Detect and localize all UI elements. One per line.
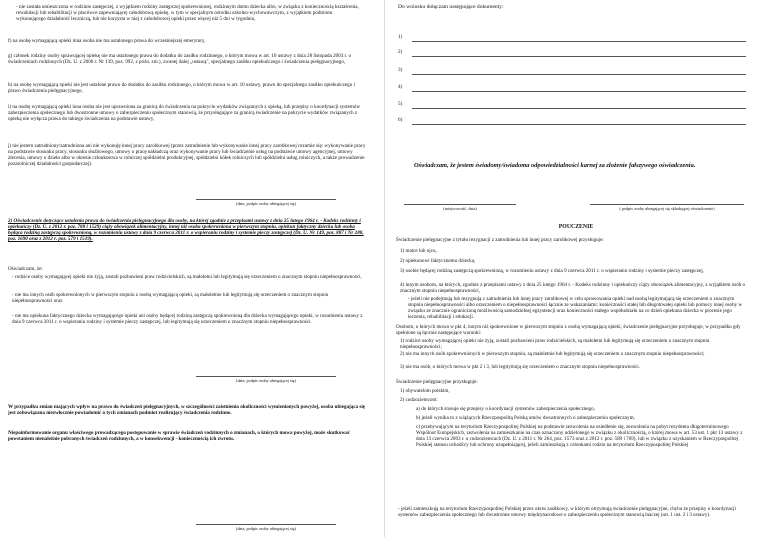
document-number-3: 3): [398, 67, 403, 73]
paragraph-g: g) członek rodziny osoby sprawującej opiekę nie ma ustalonego prawa do dodatku do zasiłku rodzinnego, o którym mowa w art. 10 ustawy z dnia 28 listopada 2003 r. o świadczeniach rodzinnych (Dz. U. z 2006 r. Nr 139, poz. 992, z późn. zm.), zwanej dalej „ustawą", specjalnego zasiłku opiekuńczego i świadczenia pielęgnacyjnego,: [8, 53, 352, 66]
documents-header: Do wniosku dołączam następujące dokumenty:: [398, 4, 504, 10]
paragraph-i: i) na osobę wymagającą opieki inna osoba nie jest uprawniona za granicą do świadczenia na pokrycie wydatków związanych z opieką, lub przepisy o koordynacji systemów zabezpieczenia społecznego lub dwustronne umowy o zabezpieczeniu społecznym stanowią, że przysługujące za granicą świadczenie na pokrycie wydatków związanych z opieką nie wyłącza prawa do takiego świadczenia na podstawie ustawy,: [8, 104, 361, 123]
pouczenie-sub-c: c) przebywającym na terytorium Rzeczypospolitej Polskiej na podstawie zezwolenia na osiedlenie się, zezwolenia na pobyt rezydenta długoterminowego Wspólnot Europejskich, zezwolenia na zamieszkanie na czas oznaczony udzielonego w związku z okolicznością, o której mowa w art. 53 ust. 1 pkt 13 ustawy z dnia 13 czerwca 2003 r. o cudzoziemcach (Dz. U. z 2011 r. Nr 264, poz. 1573 oraz z 2012 r. poz. 589 i 769), lub w związku z uzyskaniem w Rzeczypospolitej Polskiej statusu uchodźcy lub ochrony uzupełniającej, jeżeli zamieszkują z członkami rodzin na terytorium Rzeczypospolitej Polskiej: [416, 424, 743, 449]
pouczenie-condition-1: 1) rodzice osoby wymagającej opieki nie żyją, zostali pozbawieni praw rodzicielskich, są małoletni lub legitymują się orzeczeniem o znacznym stopniu niepełnosprawności;: [400, 338, 710, 351]
document-number-2: 2): [398, 49, 403, 55]
pouczenie-sub-b: b) jeżeli wynika to z wiążących Rzeczpospolitą Polską umów dwustronnych o zabezpieczeniu społecznym,: [416, 415, 635, 421]
section-2-title: 2) Oświadczenie dotyczące ustalenia prawa do świadczenia pielęgnacyjnego dla osoby, na której zgodnie z przepisami ustawy z dnia 25 lutego 1964 r. - Kodeks rodzinny i opiekuńczy (Dz. U. z 2012 r. poz. 788 i 1529) ciąży obowiązek alimentacyjny, innej niż osoba spokrewniona w pierwszym stopniu, opiekun faktyczny dziecka lub osoba będąca rodziną zastępczą spokrewnioną, w rozumieniu ustawy z dnia 9 czerwca 2011 r. o wspieraniu rodziny i systemie pieczy zastępczej (Dz. U. Nr 149, poz. 887 i Nr 288, poz. 1690 oraz z 2012 r. poz. 579 i 1519).: [8, 218, 364, 243]
document-number-1: 1): [398, 34, 403, 40]
document-line-5[interactable]: [412, 108, 746, 109]
document-line-4[interactable]: [412, 91, 746, 92]
signature-line-1[interactable]: [196, 199, 336, 200]
paragraph-h: h) na osobę wymagającą opieki nie jest ustalone prawo do dodatku do zasiłku rodzinnego, o którym mowa w art. 10 ustawy, prawo do specjalnego zasiłku opiekuńczego i prawo świadczenia pielęgnacyjnego,: [8, 82, 355, 95]
pouczenie-sub-a: a) do których stosuje się przepisy o koordynacji systemów zabezpieczenia społecznego,: [416, 406, 595, 412]
pouczenie-condition-2: 2) nie ma innych osób spokrewnionych w pierwszym stopniu, są małoletnie lub legitymują się orzeczeniem o znacznym stopniu niepełnosprawności;: [400, 351, 705, 357]
section-2-condition-b: - nie ma innych osób spokrewnionych w pierwszym stopniu z osobą wymagającą opieki, są małoletnie lub legitymują się orzeczeniem o znacznym stopniu niepełnosprawności oraz: [12, 292, 329, 305]
pouczenie-title: POUCZENIE: [558, 224, 594, 230]
section-2-condition-a: - rodzice osoby wymagającej opieki nie żyją, zostali pozbawieni praw rodzicielskich, są małoletni lub legitymują się orzeczeniem o znacznym stopniu niepełnosprawności,: [12, 274, 362, 280]
place-date-caption: (miejscowość, data): [443, 206, 477, 211]
pouczenie-eligible-1: 1) obywatelom polskim,: [400, 388, 450, 394]
signature-caption-3: (data, podpis osoby ubiegającej się): [236, 526, 296, 531]
pouczenie-item-3: 3) osobie będącej rodziną zastępczą spokrewnioną, w rozumieniu ustawy z dnia 9 czerwca 2011 r. o wspieraniu rodziny i systemie pieczy zastępczej,: [400, 268, 704, 274]
document-line-2[interactable]: [412, 56, 746, 57]
document-number-4: 4): [398, 84, 403, 90]
pouczenie-eligible-2: 2) cudzoziemcom:: [400, 397, 438, 403]
warning-consequences: Niepoinformowanie organu właściwego prowadzącego postępowanie w sprawie świadczeń rodzinnych o zmianach, o których mowa powyżej, może skutkować powstaniem nienależnie pobranych świadczeń rodzinnych, a w konsekwencji - koniecznością ich zwrotu.: [8, 430, 350, 443]
pouczenie-item-4: 4) innym osobom, na których, zgodnie z przepisami ustawy z dnia 25 lutego 1964 r. - Kodeks rodzinny i opiekuńczy ciąży obowiązek alimentacyjny, z wyjątkiem osób o znacznym stopniu niepełnosprawności,: [400, 282, 746, 295]
signature-line-3[interactable]: [196, 524, 336, 525]
pouczenie-note: - jeżeli nie podejmują lub rezygnują z zatrudnienia lub innej pracy zarobkowej w celu sprawowania opieki nad osobą legitymującą się orzeczeniem o znacznym stopniu niepełnosprawności albo orzeczeniem o niepełnosprawności łącznie ze wskazaniami: konieczności stałej lub długotrwałej opieki lub pomocy innej osoby w związku ze znacznie ograniczoną możliwością samodzielnej egzystencji oraz konieczności stałego współudziału na co dzień opiekuna dziecka w procesie jego leczenia, rehabilitacji i edukacji.: [408, 296, 743, 321]
pouczenie-condition-3: 3) nie ma osób, o których mowa w pkt 2 i 3, lub legitymują się orzeczeniem o znacznym stopniu niepełnosprawności.: [400, 364, 640, 370]
pouczenie-item-2: 2) opiekunowi faktycznemu dziecka,: [400, 258, 476, 264]
liability-declaration: Oświadczam, że jestem świadomy/świadoma odpowiedzialności karnej za złożenie fałszywego oświadczenia.: [414, 162, 696, 169]
pouczenie-item-1: 1) matce lub ojcu,: [400, 248, 437, 254]
paragraph-j: j) nie jestem zatrudniony/zatrudniona ani nie wykonuję innej pracy zarobkowej (przez zatrudnienie lub wykonywanie innej pracy zarobkowej rozumie się: wykonywanie pracy na podstawie stosunku pracy, stosunku służbowego, umowy o pracę nakładczą oraz wykonywanie pracy lub świadczenie usług na podstawie umowy agencyjnej, umowy zlecenia, umowy o dzieło albo w okresie członkostwa w rolniczej spółdzielni produkcyjnej, spółdzielni kółek rolniczych lub spółdzielni usług rolniczych, a także prowadzenie pozarolniczej działalności gospodarczej).: [8, 143, 366, 168]
document-line-6[interactable]: [412, 124, 746, 125]
pouczenie-final: - jeżeli zamieszkują na terytorium Rzeczypospolitej Polskiej przez okres zasiłkowy, w którym otrzymują świadczenie pielęgnacyjne, chyba że przepisy o koordynacji systemów zabezpieczenia społecznego lub dwustronne umowy międzynarodowe o zabezpieczeniu społecznym stanowią inaczej (art. 1 ust. 2 i 3 ustawy).: [398, 506, 736, 519]
place-date-line[interactable]: [404, 204, 516, 205]
document-number-6: 6): [398, 117, 403, 123]
signature-caption-1: (data, podpis osoby ubiegającej się): [236, 201, 296, 206]
declarant-signature-caption: ( podpis osoby ubiegającej się składającej oświadczenie): [619, 206, 715, 211]
document-line-1[interactable]: [412, 41, 746, 42]
column-divider: [384, 0, 385, 537]
section-2-condition-c: - nie ma opiekuna faktycznego dziecka wymagającego opieki ani osoby będącej rodziną zastępczą spokrewnioną dla dziecka wymagającego opieki, w rozumieniu ustawy z dnia 9 czerwca 2011 r. o wspieraniu rodziny i systemie pieczy zastępczej, lub legitymują się orzeczeniem o znacznym stopniu niepełnosprawności.: [12, 313, 363, 326]
document-number-5: 5): [398, 101, 403, 107]
signature-caption-2: (data, podpis osoby ubiegającej się): [236, 378, 296, 383]
section-2-intro: Oświadczam, że:: [8, 266, 43, 272]
paragraph-e-continuation: - nie została umieszczona w rodzinie zastępczej, z wyjątkiem rodziny zastępczej spokrewnionej, rodzinnym domu dziecka albo, w związku z koniecznością kształcenia, rewalidacji lub rehabilitacji w placówce zapewniającej całodobową opiekę, w tym w specjalnym ośrodku szkolno-wychowawczym, z wyjątkiem podmiotu wykonującego działalność leczniczą, lub nie korzysta w niej z całodobowej opieki przez więcej niż 5 dni w tygodniu,: [16, 4, 359, 23]
declarant-signature-line[interactable]: [590, 204, 744, 205]
document-line-3[interactable]: [412, 74, 746, 75]
paragraph-f: f) na osobę wymagającą opieki inna osoba nie ma ustalonego prawa do wcześniejszej emerytury,: [8, 38, 206, 44]
pouczenie-paragraph-3: Świadczenie pielęgnacyjne przysługuje:: [396, 379, 478, 385]
pouczenie-intro: Świadczenie pielęgnacyjne z tytułu rezygnacji z zatrudnienia lub innej pracy zarobkowej przysługuje:: [396, 237, 604, 243]
signature-line-2[interactable]: [196, 376, 336, 377]
warning-changes: W przypadku zmian mających wpływ na prawo do świadczeń pielęgnacyjnych, w szczególności zaistnienia okoliczności wymienionych powyżej, osoba ubiegająca się jest zobowiązana niezwłocznie powiadomić o tych zmianach podmiot realizujący świadczenia rodzinne.: [8, 404, 366, 417]
pouczenie-paragraph-2: Osobom, o których mowa w pkt 4, innym niż spokrewnione w pierwszym stopniu z osobą wymagającą opieki, świadczenie pielęgnacyjne przysługuje, w przypadku gdy spełnione są łącznie następujące warunki:: [396, 324, 741, 337]
